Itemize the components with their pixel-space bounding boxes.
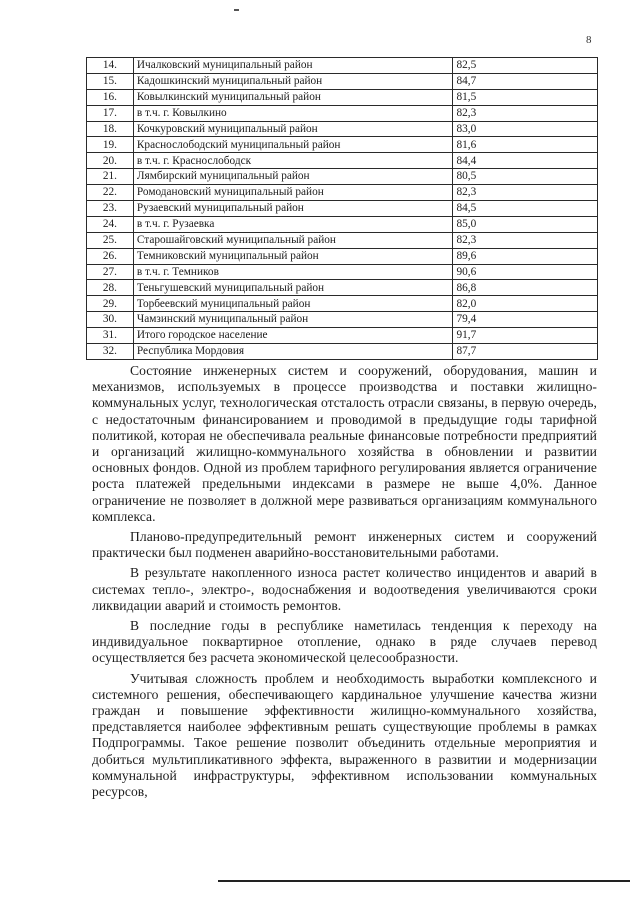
paragraph: Состояние инженерных систем и сооружений, оборудования, машин и механизмов, используемых в процессе производства и поставки жилищно-коммунальных услуг, технологическая отсталость отрасли связаны, в первую очередь, с недостаточным финансированием и проводимой в предыдущие годы тарифной политикой, которая не обеспечивала реальные финансовые потребности предприятий и организаций жилищно-коммунального хозяйства в обновлении и развитии основных фондов. Одной из проблем тарифного регулирования является ограничение роста платежей предельными индексами в размере не выше 4,0%. Данное ограничение не позволяет в должной мере развиваться организациям коммунального комплекса. — [92, 363, 597, 524]
row-value: 84,4 — [453, 153, 598, 169]
row-name: Старошайговский муниципальный район — [133, 232, 453, 248]
scan-mark — [234, 9, 239, 11]
paragraph: Планово-предупредительный ремонт инженерных систем и сооружений практически был подменен аварийно-восстановительными работами. — [92, 529, 597, 561]
table-row — [87, 328, 598, 344]
row-name: Темниковский муниципальный район — [133, 248, 453, 264]
row-name: Ромодановский муниципальный район — [133, 185, 453, 201]
table-row — [87, 312, 598, 328]
table-body — [87, 58, 598, 360]
row-number: 31. — [87, 328, 134, 344]
paragraph: В результате накопленного износа растет количество инцидентов и аварий в системах тепло-, электро-, водоснабжения и водоотведения увеличиваются сроки ликвидации аварий и стоимость ремонтов. — [92, 565, 597, 613]
row-name: в т.ч. г. Рузаевка — [133, 216, 453, 232]
row-name: Кадошкинский муниципальный район — [133, 73, 453, 89]
table-row — [87, 296, 598, 312]
table-row — [87, 137, 598, 153]
paragraph: В последние годы в республике наметилась тенденция к переходу на индивидуальное поквартирное отопление, однако в ряде случаев перевод осуществляется без расчета экономической целесообразности. — [92, 618, 597, 666]
row-name: Ковылкинский муниципальный район — [133, 89, 453, 105]
row-number: 23. — [87, 201, 134, 217]
row-name: Чамзинский муниципальный район — [133, 312, 453, 328]
row-name: Кочкуровский муниципальный район — [133, 121, 453, 137]
row-value: 82,3 — [453, 105, 598, 121]
table-row — [87, 153, 598, 169]
row-number: 26. — [87, 248, 134, 264]
municipal-stats-table — [86, 57, 598, 360]
table-row — [87, 232, 598, 248]
page-number: 8 — [586, 34, 592, 46]
table-row — [87, 89, 598, 105]
row-name: Краснослободский муниципальный район — [133, 137, 453, 153]
row-number: 15. — [87, 73, 134, 89]
row-name: в т.ч. г. Темников — [133, 264, 453, 280]
table-row — [87, 73, 598, 89]
row-number: 17. — [87, 105, 134, 121]
row-value: 86,8 — [453, 280, 598, 296]
row-number: 20. — [87, 153, 134, 169]
row-name: в т.ч. г. Краснослободск — [133, 153, 453, 169]
row-value: 91,7 — [453, 328, 598, 344]
row-value: 84,5 — [453, 201, 598, 217]
row-number: 21. — [87, 169, 134, 185]
table-row — [87, 280, 598, 296]
row-name: Республика Мордовия — [133, 344, 453, 360]
row-value: 79,4 — [453, 312, 598, 328]
row-value: 83,0 — [453, 121, 598, 137]
body-text — [92, 363, 597, 804]
row-name: Итого городское население — [133, 328, 453, 344]
table-row — [87, 248, 598, 264]
row-number: 30. — [87, 312, 134, 328]
table-row — [87, 105, 598, 121]
row-name: Ичалковский муниципальный район — [133, 58, 453, 74]
row-number: 18. — [87, 121, 134, 137]
row-value: 84,7 — [453, 73, 598, 89]
table-row — [87, 185, 598, 201]
row-number: 29. — [87, 296, 134, 312]
row-number: 32. — [87, 344, 134, 360]
row-value: 82,3 — [453, 232, 598, 248]
bottom-rule — [218, 880, 630, 882]
row-number: 27. — [87, 264, 134, 280]
row-value: 81,6 — [453, 137, 598, 153]
row-value: 90,6 — [453, 264, 598, 280]
table-row — [87, 201, 598, 217]
table-row — [87, 216, 598, 232]
table-row — [87, 121, 598, 137]
row-number: 14. — [87, 58, 134, 74]
row-value: 82,3 — [453, 185, 598, 201]
table-row — [87, 58, 598, 74]
row-value: 82,5 — [453, 58, 598, 74]
row-number: 25. — [87, 232, 134, 248]
row-name: Торбеевский муниципальный район — [133, 296, 453, 312]
paragraph: Учитывая сложность проблем и необходимость выработки комплексного и системного решения, обеспечивающего кардинальное улучшение качества жизни граждан и повышение эффективности жилищно-коммунального хозяйства, представляется наиболее эффективным решать существующие проблемы в рамках Подпрограммы. Такое решение позволит объединить отдельные мероприятия и добиться мультипликативного эффекта, выраженного в развитии и модернизации коммунальной инфраструктуры, эффективном использовании коммунальных ресурсов, — [92, 670, 597, 800]
row-value: 82,0 — [453, 296, 598, 312]
row-number: 28. — [87, 280, 134, 296]
row-number: 24. — [87, 216, 134, 232]
row-value: 87,7 — [453, 344, 598, 360]
table-row — [87, 169, 598, 185]
row-value: 89,6 — [453, 248, 598, 264]
row-name: Рузаевский муниципальный район — [133, 201, 453, 217]
row-value: 80,5 — [453, 169, 598, 185]
row-name: Лямбирский муниципальный район — [133, 169, 453, 185]
row-value: 81,5 — [453, 89, 598, 105]
table-row — [87, 264, 598, 280]
row-number: 19. — [87, 137, 134, 153]
row-number: 22. — [87, 185, 134, 201]
table-row — [87, 344, 598, 360]
row-name: в т.ч. г. Ковылкино — [133, 105, 453, 121]
row-value: 85,0 — [453, 216, 598, 232]
row-number: 16. — [87, 89, 134, 105]
row-name: Теньгушевский муниципальный район — [133, 280, 453, 296]
